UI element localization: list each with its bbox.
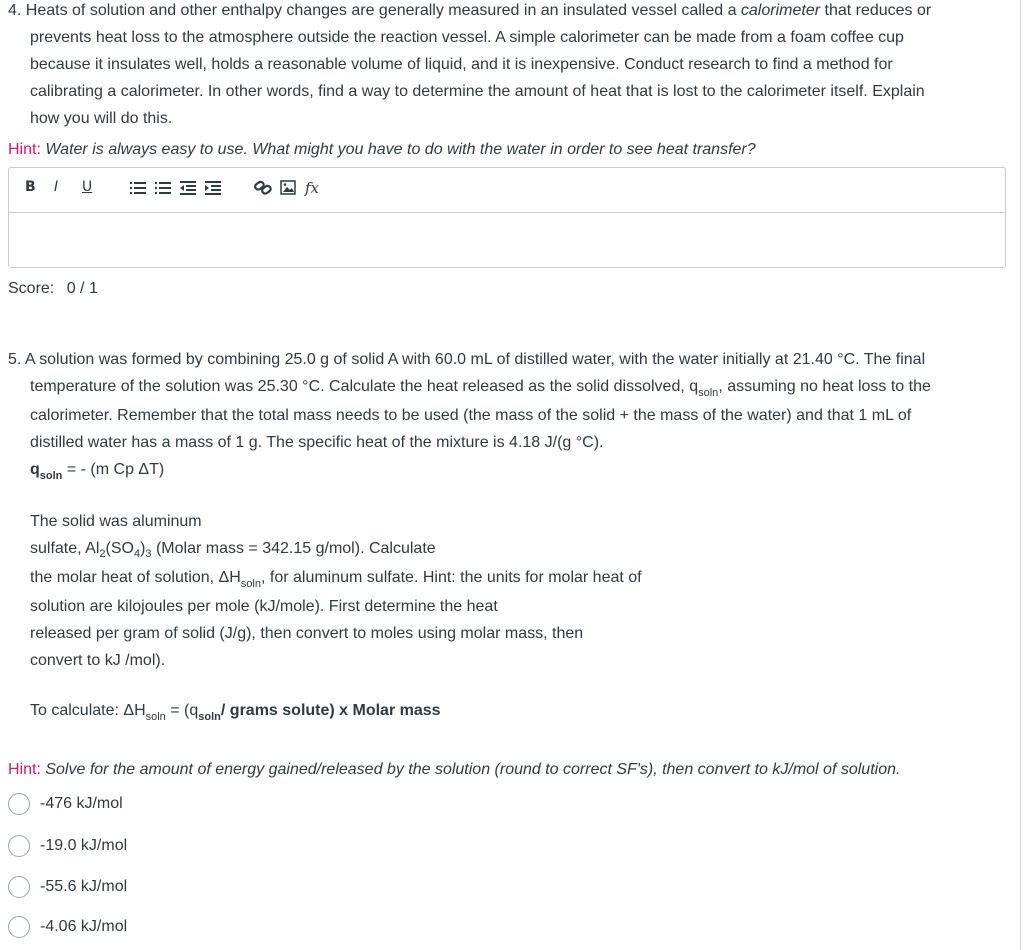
question-5 (8, 346, 998, 485)
underline-button[interactable]: U (82, 179, 93, 195)
editor-toolbar (9, 168, 1005, 213)
q4-line-4: calibrating a calorimeter. In other words, find a way to determine the amount of heat that is lost to the calorimeter itself. Explain (30, 83, 925, 100)
q4-line-5: how you will do this. (30, 110, 173, 127)
hint-text: Solve for the amount of energy gained/released by the solution (round to correct SF's), then convert to kJ/mol of solution. (45, 761, 901, 778)
calc-text-a: To calculate: ΔH (30, 702, 146, 719)
score-label: Score: (8, 280, 55, 297)
calc-sub-2: soln (198, 711, 221, 723)
q4-text-after: that reduces or (820, 2, 932, 19)
q5-line-2 (8, 373, 998, 402)
score (8, 280, 98, 298)
hint-text: Water is always easy to use. What might you have to do with the water in order to see heat transfer? (45, 141, 756, 158)
calc-line (8, 697, 998, 726)
bold-button[interactable]: B (25, 179, 36, 195)
option-label: -55.6 kJ/mol (40, 878, 128, 895)
hint-label: Hint: (8, 141, 41, 158)
image-icon[interactable] (280, 180, 296, 195)
ordered-list-icon[interactable] (130, 181, 146, 195)
unordered-list-icon[interactable] (155, 181, 171, 195)
answer-option[interactable] (8, 790, 123, 818)
q5-line-2-text-b: , assuming no heat loss to the (718, 378, 931, 395)
radio-button[interactable] (8, 916, 30, 938)
part2-l3-text-a: the molar heat of solution, ΔH (30, 569, 241, 586)
radio-button[interactable] (8, 835, 30, 857)
part2-text-e: . Calculate (360, 540, 436, 557)
outdent-icon[interactable] (180, 181, 196, 195)
calc-sub-1: soln (145, 711, 166, 723)
q4-line-2: prevents heat loss to the atmosphere outside the reaction vessel. A simple calorimeter can be made from a foam coffee cup (30, 29, 904, 46)
part2-sub-2: 4 (133, 548, 141, 560)
radio-button[interactable] (8, 793, 30, 815)
question-4 (8, 0, 998, 132)
answer-option[interactable] (8, 873, 127, 901)
formula-sub: soln (39, 470, 63, 482)
option-label: -476 kJ/mol (40, 795, 123, 812)
calc-text-c: / grams solute) x Molar mass (220, 702, 441, 719)
calc-text-b: = (q (165, 702, 199, 719)
q5-calc-formula (8, 697, 998, 726)
q5-line-2-text: temperature of the solution was 25.30 °C. Calculate the heat released as the solid dissolved, q (30, 378, 699, 395)
part2-text-d: (Molar mass = 342.15 g/mol) (151, 540, 361, 557)
editor-body[interactable] (9, 213, 1005, 267)
part2-text-a: sulfate, Al (30, 540, 100, 557)
q5-line-2-sub: soln (698, 387, 719, 399)
part2-text-b: (SO (105, 540, 134, 557)
q5-part2-line-6: convert to kJ /mol). (30, 652, 166, 669)
formula-icon[interactable]: fx (305, 179, 320, 197)
q4-line-3: because it insulates well, holds a reasonable volume of liquid, and it is inexpensive. Conduct research to find a method for (30, 56, 893, 73)
option-label: -19.0 kJ/mol (40, 837, 128, 854)
q5-part2-line-4: solution are kilojoules per mole (kJ/mole). First determine the heat (30, 598, 498, 615)
part2-sub-3: 3 (145, 548, 152, 560)
q5-part2-line-3 (8, 564, 998, 593)
q5-part2-line-1: The solid was aluminum (30, 513, 202, 530)
right-divider (1020, 0, 1021, 950)
q4-text: 4. Heats of solution and other enthalpy changes are generally measured in an insulated vessel called a (8, 2, 741, 19)
q5-line-3: calorimeter. Remember that the total mass needs to be used (the mass of the solid + the mass of the water) and that 1 mL of (30, 407, 912, 424)
score-value: 0 / 1 (66, 280, 98, 297)
answer-option[interactable] (8, 832, 127, 860)
q4-hint (8, 141, 756, 159)
q5-part2-line-5: released per gram of solid (J/g), then convert to moles using molar mass, then (30, 625, 584, 642)
q4-italic-term: calorimeter (740, 2, 821, 19)
question-5-part-2 (8, 508, 998, 674)
q5-formula (8, 456, 998, 485)
option-label: -4.06 kJ/mol (40, 918, 128, 935)
formula-q: q (30, 461, 40, 478)
part2-l3-text-b: , for aluminum sulfate. Hint: the units for molar heat of (260, 569, 642, 586)
link-icon[interactable] (254, 180, 272, 196)
answer-option[interactable] (8, 913, 127, 941)
q5-line-1: 5. A solution was formed by combining 25.0 g of solid A with 60.0 mL of distilled water, with the water initially at 21.40 °C. The final (8, 351, 926, 368)
part2-sub-1: 2 (99, 548, 106, 560)
indent-icon[interactable] (205, 181, 221, 195)
formula-rest: = - (m Cp ΔT) (62, 461, 165, 478)
hint-label: Hint: (8, 761, 41, 778)
q5-part2-line-2 (8, 535, 998, 564)
q5-line-4: distilled water has a mass of 1 g. The specific heat of the mixture is 4.18 J/(g °C). (30, 434, 604, 451)
part2-l3-sub: soln (240, 578, 261, 590)
radio-button[interactable] (8, 876, 30, 898)
italic-button[interactable]: I (54, 179, 59, 195)
answer-editor (8, 167, 1006, 268)
q5-hint (8, 761, 900, 779)
part2-text-c: ) (140, 540, 146, 557)
